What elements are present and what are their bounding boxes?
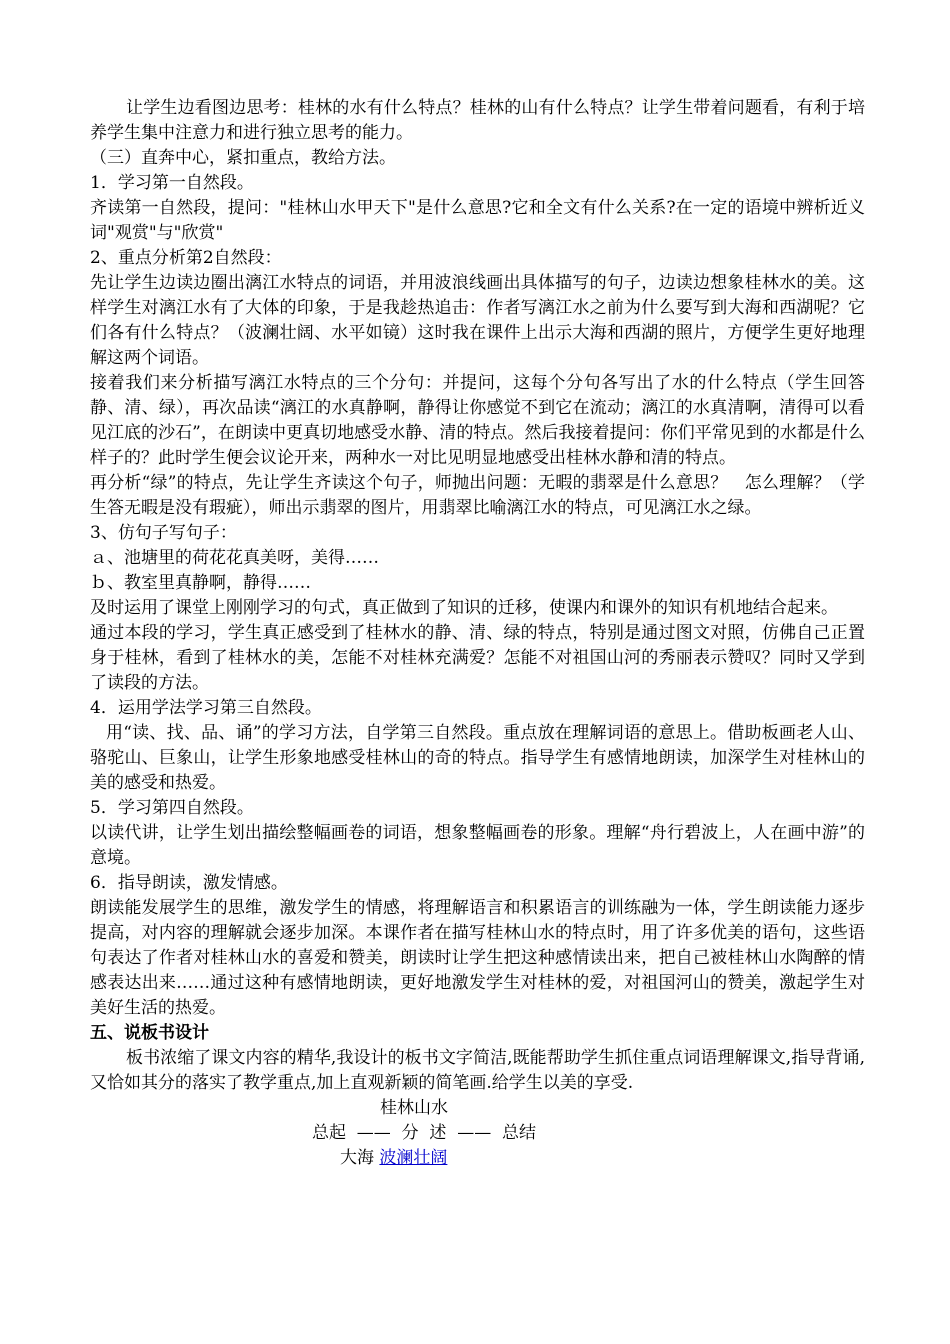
paragraph-step-5: 以读代讲，让学生划出描绘整幅画卷的词语，想象整幅画卷的形象。理解“舟行碧波上，人在画中游”的意境。 bbox=[90, 823, 865, 868]
section-heading: 五、说板书设计 bbox=[90, 1023, 209, 1043]
step-3-heading: 3、仿句子写句子： bbox=[90, 523, 237, 543]
paragraph-step-2c: 再分析“绿”的特点，先让学生齐读这个句子，师抛出问题：无暇的翡翠是什么意思？ 怎么理解？（学生答无暇是没有瑕疵），师出示翡翠的图片，用翡翠比喻漓江水的特点，可见漓江水之绿。 bbox=[90, 473, 865, 518]
board-sea-label: 大海 bbox=[340, 1148, 374, 1168]
board-title: 桂林山水 bbox=[380, 1098, 448, 1118]
paragraph-summary: 通过本段的学习，学生真正感受到了桂林水的静、清、绿的特点，特别是通过图文对照，仿佛自己正置身于桂林，看到了桂林水的美，怎能不对桂林充满爱？怎能不对祖国山河的秀丽表示赞叹？同时又学到了读段的方法。 bbox=[90, 623, 865, 693]
paragraph-observe: 让学生边看图边思考：桂林的水有什么特点？桂林的山有什么特点？让学生带着问题看，有利于培养学生集中注意力和进行独立思考的能力。 bbox=[90, 98, 865, 143]
paragraph-step-2a: 先让学生边读边圈出漓江水特点的词语，并用波浪线画出具体描写的句子，边读边想象桂林水的美。这样学生对漓江水有了大体的印象，于是我趁热追击：作者写漓江水之前为什么要写到大海和西湖呢？它们各有什么特点？（波澜壮阔、水平如镜）这时我在课件上出示大海和西湖的照片，方便学生更好地理解这两个词语。 bbox=[90, 273, 865, 368]
blackboard-design bbox=[90, 1096, 865, 1176]
step-5-heading: 5．学习第四自然段。 bbox=[90, 798, 254, 818]
subheading-three: （三）直奔中心，紧扣重点，教给方法。 bbox=[90, 148, 396, 168]
step-4-heading: 4．运用学法学习第三自然段。 bbox=[90, 698, 322, 718]
step-6-heading: 6．指导朗读，激发情感。 bbox=[90, 873, 288, 893]
example-b: ｂ、教室里真静啊，静得…… bbox=[90, 573, 311, 593]
document-body bbox=[90, 96, 865, 1176]
paragraph-step-6: 朗读能发展学生的思维，激发学生的情感，将理解语言和积累语言的训练融为一体，学生朗读能力逐步提高，对内容的理解就会逐步加深。本课作者在描写桂林山水的特点时，用了许多优美的语句，这些语句表达了作者对桂林山水的喜爱和赞美，朗读时让学生把这种感情读出来，把自己被桂林山水陶醉的情感表达出来……通过这种有感情地朗读，更好地激发学生对桂林的爱，对祖国河山的赞美，激起学生对美好生活的热爱。 bbox=[90, 898, 865, 1018]
step-1-heading: 1．学习第一自然段。 bbox=[90, 173, 254, 193]
paragraph-step-1: 齐读第一自然段，提问："桂林山水甲天下"是什么意思?它和全文有什么关系?在一定的语境中辨析近义词"观赏"与"欣赏" bbox=[90, 198, 865, 243]
paragraph-step-2b: 接着我们来分析描写漓江水特点的三个分句：并提问，这每个分句各写出了水的什么特点（学生回答静、清、绿），再次品读“漓江的水真静啊，静得让你感觉不到它在流动；漓江的水真清啊，清得可以看见江底的沙石”，在朗读中更真切地感受水静、清的特点。然后我接着提问：你们平常见到的水都是什么样子的？此时学生便会议论开来，两种水一对比见明显地感受出桂林水静和清的特点。 bbox=[90, 373, 865, 468]
section-body: 板书浓缩了课文内容的精华,我设计的板书文字简洁,既能帮助学生抓住重点词语理解课文,指导背诵,又恰如其分的落实了教学重点,加上直观新颖的简笔画.给学生以美的享受. bbox=[90, 1048, 865, 1093]
step-2-heading: 2、重点分析第2自然段： bbox=[90, 248, 282, 268]
board-sea-row bbox=[340, 1146, 447, 1171]
paragraph-step-3: 及时运用了课堂上刚刚学习的句式，真正做到了知识的迁移，使课内和课外的知识有机地结合起来。 bbox=[90, 598, 838, 618]
example-a: ａ、池塘里的荷花花真美呀，美得…… bbox=[90, 548, 379, 568]
board-sea-link[interactable]: 波澜壮阔 bbox=[379, 1148, 448, 1168]
paragraph-step-4: 用“读、找、品、诵”的学习方法，自学第三自然段。重点放在理解词语的意思上。借助板画老人山、骆驼山、巨象山，让学生形象地感受桂林山的奇的特点。指导学生有感情地朗读，加深学生对桂林山的美的感受和热爱。 bbox=[90, 723, 865, 793]
board-structure-row: 总起 —— 分 述 —— 总结 bbox=[312, 1123, 537, 1143]
